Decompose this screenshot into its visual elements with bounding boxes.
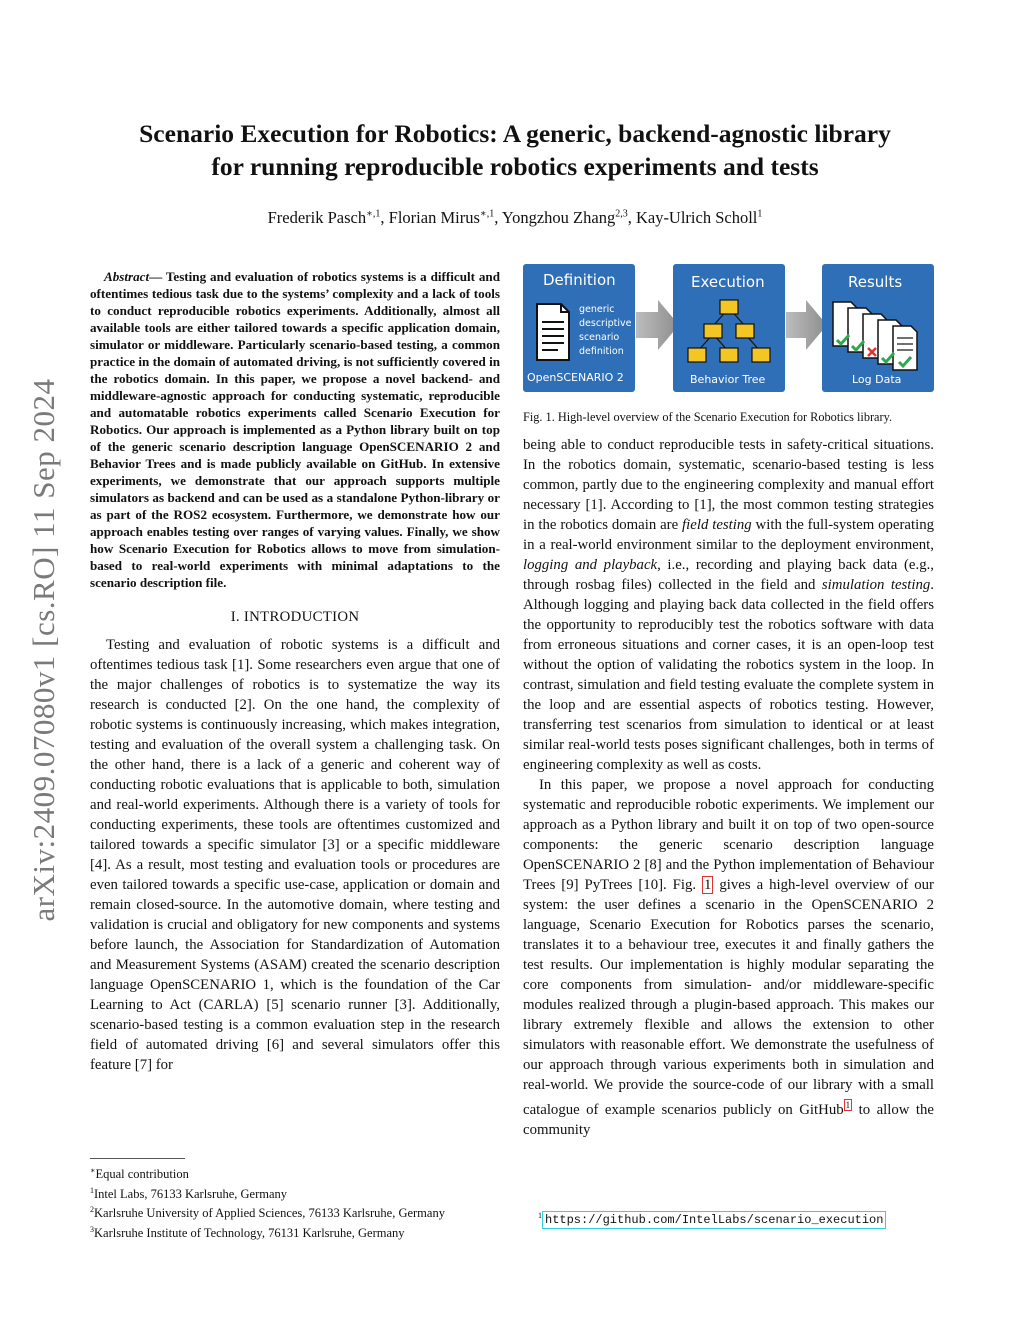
arrow-icon: [786, 300, 827, 350]
text-run: with the full-system operating in a real-world environment similar to the deployment environment,: [523, 517, 934, 553]
footnote-mark: 1: [538, 1211, 542, 1220]
text-run: gives a high-level overview of our system: the user defines a scenario in the OpenSCENARIO 2 language, Scenario Execution for Robotics parses the scenario, translates it to a behaviour tree, executes it and finally gathers the test results. Our implementation is highly modular separating the core components from simulation- and/or middleware-specific modules realized through a plugin-based approach. This makes our library extremely flexible and allows the extension to other simulators with reasonable effort. We demonstrate the usefulness of our approach through various experiments both in simulation and real-world. We provide the source-code of our library with a small catalogue of example scenarios publicly on GitHub: [523, 877, 934, 1118]
abstract: [90, 268, 500, 591]
right-column: [523, 435, 934, 1140]
arrow-icon: [636, 300, 679, 350]
results-footer: Log Data: [852, 373, 902, 386]
overview-diagram: [523, 262, 934, 392]
author-name: Florian Mirus: [388, 208, 480, 227]
footnote-text: Karlsruhe Institute of Technology, 76131 Karlsruhe, Germany: [94, 1226, 405, 1241]
footnote-mark: 3: [90, 1224, 94, 1234]
author-affiliation: 1: [757, 208, 763, 220]
author-affiliation: ∗,1: [366, 208, 381, 220]
author-affiliation: ∗,1: [479, 208, 495, 220]
figure-1: [523, 262, 934, 392]
body-paragraph: [523, 775, 934, 1140]
definition-desc-4: definition: [579, 346, 624, 357]
emphasis: logging and playback: [523, 557, 658, 573]
author-name: Frederik Pasch: [267, 208, 367, 227]
footnote-text: Intel Labs, 76133 Karlsruhe, Germany: [94, 1186, 287, 1201]
author-affiliation: 2,3: [615, 208, 628, 220]
footnote: [90, 1202, 510, 1222]
title-line-2: for running reproducible robotics experiments and tests: [211, 152, 819, 181]
paper-title: [90, 117, 940, 183]
definition-title: Definition: [543, 271, 616, 289]
footnotes: [90, 1163, 510, 1242]
definition-footer: OpenSCENARIO 2: [527, 371, 624, 384]
text-run: to allow the community: [523, 1101, 934, 1138]
intro-paragraph: Testing and evaluation of robotic systems is a difficult and oftentimes tedious task [1]. Some researchers even argue that one of the major challenges of robotics is to systematize the way its research is conducted [2]. On the one hand, the complexity of robotic systems is continuously increasing, which makes integration, testing and evaluation of the overall system a challenging task. On the other hand, there is a lack of a generic and coherent way of conducting robotic evaluations that is applicable to both, simulation and real-world experiments. Although there is a variety of tools for conducting experiments, these tools are oftentimes customized and tailored towards a specific simulator [3] or a specific middleware [4]. As a result, most testing and evaluation tools or procedures are even tailored towards a specific use-case, application or domain and remain closed-source. In the automotive domain, where testing and validation is crucial and obligatory for new components and systems before launch, the Association for Standardization of Automation and Measurement Systems (ASAM) created the scenario description language OpenSCENARIO 1, which is the foundation of the Car Learning to Act (CARLA) [5] scenario runner [3]. Additionally, scenario-based testing is a common evaluation step in the research field of automated driving [6] and several simulators offer this feature [7] for: [90, 637, 500, 1073]
left-column: [90, 268, 500, 1075]
section-heading: I. INTRODUCTION: [230, 609, 360, 625]
author-name: Yongzhou Zhang: [501, 208, 616, 227]
author-list: Frederik Pasch$^{∗,1}$, Florian Mirus$^{∗,1}$, Yongzhou Zhang$^{2,3}$, Kay-Ulrich Scholl$^1$: [267, 208, 763, 227]
definition-desc-3: scenario: [579, 332, 620, 343]
footnote-text: Karlsruhe University of Applied Sciences, 76133 Karlsruhe, Germany: [94, 1206, 445, 1221]
footnote: [90, 1163, 510, 1183]
text-run: being able to conduct reproducible tests in safety-critical situations. In the robotics domain, systematic, scenario-based testing is less common, partly due to the engineering complexity and manual effort necessary [1]. According to [1], the most common testing strategies in the robotics domain are: [523, 437, 934, 533]
title-line-1: Scenario Execution for Robotics: A generic, backend-agnostic library: [139, 119, 891, 148]
execution-title: Execution: [691, 273, 765, 291]
arxiv-sidebar: [16, 355, 72, 945]
arxiv-id: arXiv:2409.07080v1 [cs.RO] 11 Sep 2024: [26, 378, 61, 922]
emphasis: field testing: [682, 517, 752, 533]
definition-desc-2: descriptive: [579, 318, 632, 329]
footnote-text: Equal contribution: [95, 1167, 189, 1182]
footnote-url: [538, 1211, 886, 1227]
results-title: Results: [848, 273, 903, 291]
definition-desc-1: generic: [579, 304, 615, 315]
abstract-text: — Testing and evaluation of robotics systems is a difficult and oftentimes tedious task due to the systems’ complexity and a lack of tools to conduct reproducible robotics experiments. Additionally, almost all available tools are either tailored towards a specific application domain, simulator or middleware. Particularly scenario-based testing, a common practice in the domain of automated driving, is not sufficiently covered in the robotics domain. In this paper, we propose a novel backend- and middleware-agnostic approach for conducting systematic, reproducible and automatable robotics experiments called Scenario Execution for Robotics. Our approach is implemented as a Python library built on top of the generic scenario description language OpenSCENARIO 2 and Behavior Trees and is made publicly available on GitHub. In extensive experiments, we demonstrate that our approach supports multiple simulators as backend and can be used as a standalone Python-library or as part of the ROS2 ecosystem. Furthermore, we demonstrate how our approach enables testing over ranges of varying values. Finally, we show how Scenario Execution for Robotics allows to move from simulation-based to real-world experiments with minimal adaptations to the scenario description file.: [90, 269, 500, 590]
footnote: [90, 1222, 510, 1242]
author-name: Kay-Ulrich Scholl: [635, 208, 758, 227]
footnote-mark: 1: [90, 1185, 94, 1195]
github-url-link[interactable]: https://github.com/IntelLabs/scenario_execution: [542, 1211, 886, 1229]
emphasis: simulation testing: [821, 577, 931, 593]
text-run: . Although logging and playing back data collected in the field offers the opportunity to reproducibly test the robotics software with data from erroneous situations and corner cases, it is an open-loop test without the option of validating the robotics system in the loop. In contrast, simulation and field testing evaluate the complete system in the loop and are essential aspects of robotics testing. However, transferring test scenarios from simulation to identical or at least similar real-world tests poses significant challenges, both in terms of engineering complexity as well as costs.: [523, 577, 934, 773]
figure-caption: Fig. 1. High-level overview of the Scenario Execution for Robotics library.: [523, 410, 893, 424]
text-run: In this paper, we propose a novel approach for conducting systematic and reproducible robotic experiments. We implement our approach as a Python library and built it on top of two open-source components: the generic scenario description language OpenSCENARIO 2 [8] and the Python implementation of Behaviour Trees [9] PyTrees [10]. Fig.: [523, 777, 934, 893]
footnote-mark: 2: [90, 1205, 94, 1215]
footnote-mark: ∗: [90, 1166, 96, 1175]
abstract-label: Abstract: [104, 269, 150, 284]
footnote-divider: [90, 1158, 185, 1159]
footnote-ref-link[interactable]: 1: [845, 1100, 851, 1110]
footnote: [90, 1183, 510, 1203]
execution-footer: Behavior Tree: [690, 373, 766, 386]
figure-ref-link[interactable]: 1: [704, 877, 712, 893]
text-run: , i.e., recording and playing back data (e.g., through rosbag files) collected in the field and: [523, 557, 935, 593]
body-paragraph: [523, 435, 934, 775]
document-icon: [537, 304, 569, 360]
